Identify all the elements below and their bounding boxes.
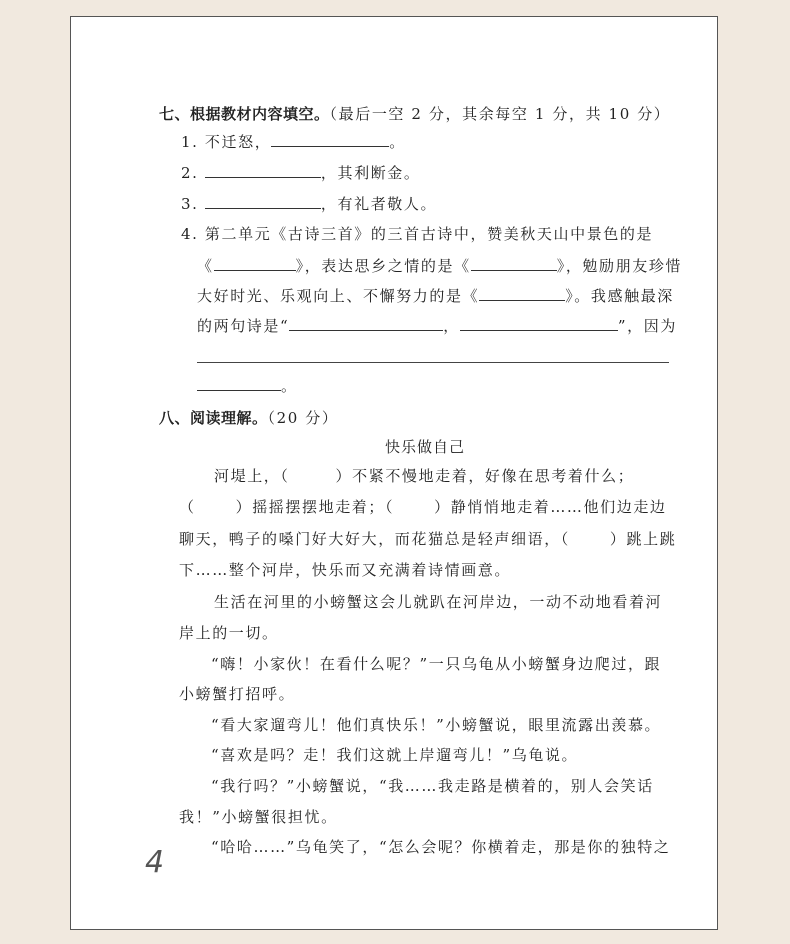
section7-note: （最后一空 2 分，其余每空 1 分，共 10 分） bbox=[329, 105, 671, 123]
p3-line-1: “嗨！小家伙！在看什么呢？”一只乌龟从小螃蟹身边爬过，跟 bbox=[211, 655, 662, 673]
worksheet-page bbox=[70, 16, 718, 930]
p1-l2-a: （ bbox=[179, 498, 196, 516]
q4-line2-end: 》，勉励朋友珍惜 bbox=[556, 257, 683, 275]
question-4-line-3 bbox=[197, 281, 674, 311]
q1-blank[interactable] bbox=[271, 132, 389, 147]
section8-note: （20 分） bbox=[267, 409, 339, 427]
q1-text: 不迁怒， bbox=[204, 133, 272, 151]
p1-l2-b: ）摇摇摆摆地走着；（ bbox=[235, 498, 395, 516]
p1-line-2 bbox=[179, 492, 667, 522]
q4-blank-homesick-poem[interactable] bbox=[471, 256, 557, 271]
q4-line3-end: 》。我感触最深 bbox=[565, 287, 674, 305]
question-2 bbox=[181, 158, 421, 188]
p7-line: “哈哈……”乌龟笑了，“怎么会呢？你横着走，那是你的独特之 bbox=[211, 838, 671, 856]
q4-blank-verse-2[interactable] bbox=[460, 316, 618, 331]
q4-line4-end: ”，因为 bbox=[617, 317, 677, 335]
p1-line-4: 下……整个河岸，快乐而又充满着诗情画意。 bbox=[179, 561, 512, 579]
q4-answer-line[interactable] bbox=[197, 362, 669, 363]
question-3 bbox=[181, 189, 437, 219]
p2-line-2: 岸上的一切。 bbox=[179, 624, 279, 642]
p2-line-1: 生活在河里的小螃蟹这会儿就趴在河岸边，一动不动地看着河 bbox=[214, 593, 663, 611]
p3-line-2: 小螃蟹打招呼。 bbox=[179, 685, 296, 703]
question-4-line-4 bbox=[197, 311, 677, 341]
q4-line4-text: 的两句诗是“ bbox=[197, 317, 290, 335]
question-4-line-6 bbox=[197, 371, 298, 401]
question-1 bbox=[181, 127, 406, 157]
p1-line-3 bbox=[179, 524, 676, 554]
q1-number: 1. bbox=[181, 133, 199, 151]
q2-blank[interactable] bbox=[205, 163, 321, 178]
p1-l1-b: ）不紧不慢地走着，好像在思考着什么； bbox=[335, 467, 635, 485]
question-4-line-2 bbox=[197, 251, 682, 281]
section8-heading bbox=[159, 403, 338, 433]
p1-line-1 bbox=[214, 461, 634, 491]
q4-line2-text: 》，表达思乡之情的是《 bbox=[295, 257, 471, 275]
q4-line6-end: 。 bbox=[281, 377, 298, 395]
p6-line-2: 我！”小螃蟹很担忧。 bbox=[179, 808, 338, 826]
page-number: 4 bbox=[145, 845, 165, 880]
q4-blank-friend-poem[interactable] bbox=[479, 286, 565, 301]
q4-line3-text: 大好时光、乐观向上、不懈努力的是《 bbox=[197, 287, 480, 305]
p4-line: “看大家遛弯儿！他们真快乐！”小螃蟹说，眼里流露出羡慕。 bbox=[211, 716, 662, 734]
p5-line: “喜欢是吗？走！我们这就上岸遛弯儿！”乌龟说。 bbox=[211, 746, 579, 764]
q4-bracket-open: 《 bbox=[197, 257, 214, 275]
q4-line1: 第二单元《古诗三首》的三首古诗中，赞美秋天山中景色的是 bbox=[204, 225, 654, 243]
q1-end: 。 bbox=[389, 133, 406, 151]
q4-blank-reason-end[interactable] bbox=[197, 376, 281, 391]
q3-number: 3. bbox=[181, 195, 199, 213]
story-title: 快乐做自己 bbox=[385, 438, 466, 456]
q4-number: 4. bbox=[181, 225, 199, 243]
section7-title: 七、根据教材内容填空。 bbox=[159, 105, 330, 123]
q4-blank-autumn-poem[interactable] bbox=[214, 256, 296, 271]
section8-title: 八、阅读理解。 bbox=[159, 409, 268, 427]
p1-l3-b: ）跳上跳 bbox=[609, 530, 677, 548]
q2-text: ，其利断金。 bbox=[320, 164, 421, 182]
p6-line-1: “我行吗？”小螃蟹说，“我……我走路是横着的，别人会笑话 bbox=[211, 777, 654, 795]
p1-l2-c: ）静悄悄地走着……他们边走边 bbox=[434, 498, 667, 516]
q4-blank-verse-1[interactable] bbox=[289, 316, 443, 331]
q2-number: 2. bbox=[181, 164, 199, 182]
question-4-line-1 bbox=[181, 219, 653, 249]
q3-blank[interactable] bbox=[205, 194, 321, 209]
q3-text: ，有礼者敬人。 bbox=[320, 195, 438, 213]
q4-comma: ， bbox=[443, 317, 460, 335]
p1-l1-a: 河堤上，（ bbox=[214, 467, 290, 485]
p1-l3-a: 聊天，鸭子的嗓门好大好大，而花猫总是轻声细语，（ bbox=[179, 530, 570, 548]
section7-heading bbox=[159, 99, 670, 129]
